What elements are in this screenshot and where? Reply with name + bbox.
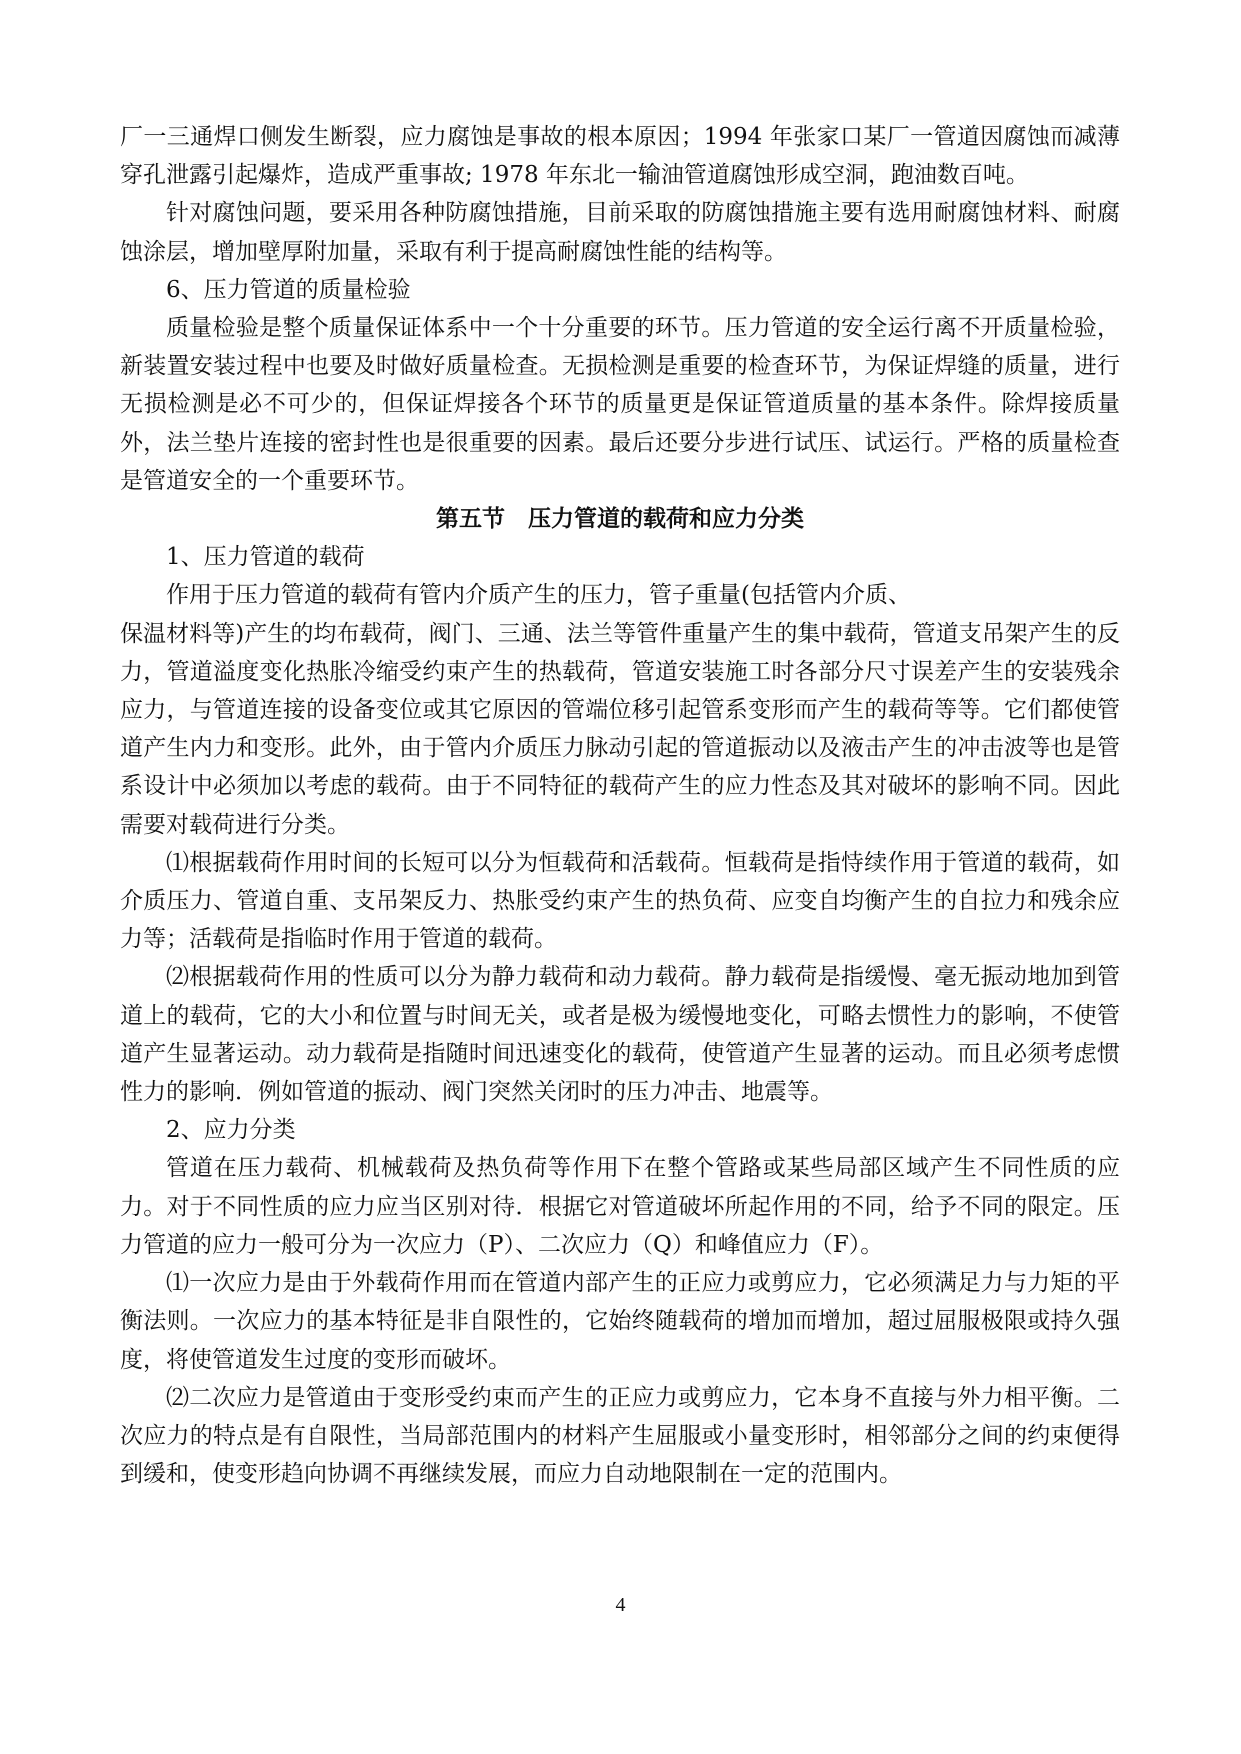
paragraph-anticorrosion-measures: 针对腐蚀问题，要采用各种防腐蚀措施，目前采取的防腐蚀措施主要有选用耐腐蚀材料、耐腐蚀涂层，增加壁厚附加量，采取有利于提高耐腐蚀性能的结构等。 [120, 200, 1120, 265]
page-number: 4 [615, 1594, 626, 1616]
paragraph-load-nature: ⑵根据载荷作用的性质可以分为静力载荷和动力载荷。静力载荷是指缓慢、毫无振动地加到管道上的载荷，它的大小和位置与时间无关，或者是极为缓慢地变化，可略去惯性力的影响，不使管道产生显著运动。动力载荷是指随时间迅速变化的载荷，使管道产生显著的运动。而且必须考虑惯性力的影响．例如管道的振动、阀门突然关闭时的压力冲击、地震等。 [120, 964, 1120, 1106]
paragraph-load-duration: ⑴根据载荷作用时间的长短可以分为恒载荷和活载荷。恒载荷是指恃续作用于管道的载荷，如介质压力、管道自重、支吊架反力、热胀受约束产生的热负荷、应变自均衡产生的自拉力和残余应力等；活载荷是指临时作用于管道的载荷。 [120, 849, 1120, 953]
paragraph-primary-stress: ⑴一次应力是由于外载荷作用而在管道内部产生的正应力或剪应力，它必须满足力与力矩的平衡法则。一次应力的基本特征是非自限性的，它始终随载荷的增加而增加，超过屈服极限或持久强度，将使管道发生过度的变形而破坏。 [120, 1270, 1120, 1373]
document-body [120, 118, 1120, 1493]
paragraph-corrosion-incidents: 厂一三通焊口侧发生断裂，应力腐蚀是事故的根本原因；1994 年张家口某厂一管道因腐蚀而减薄穿孔泄露引起爆炸，造成严重事故; 1978 年东北一输油管道腐蚀形成空洞，跑油数百吨。 [120, 124, 1120, 189]
subheading-loads: 1、压力管道的载荷 [166, 544, 365, 571]
subheading-stress-classification: 2、应力分类 [166, 1117, 296, 1144]
subheading-quality-inspection: 6、压力管道的质量检验 [166, 276, 411, 303]
paragraph-loads-detail: 保温材料等)产生的均布载荷，阀门、三通、法兰等管件重量产生的集中载荷，管道支吊架产生的反力，管道溢度变化热胀冷缩受约束产生的热载荷，管道安装施工时各部分尺寸误差产生的安装残余应力，与管道连接的设备变位或其它原因的管端位移引起管系变形而产生的载荷等等。它们都使管道产生内力和变形。此外，由于管内介质压力脉动引起的管道振动以及液击产生的冲击波等也是管系设计中必须加以考虑的载荷。由于不同特征的载荷产生的应力性态及其对破坏的影响不同。因此需要对载荷进行分类。 [120, 620, 1120, 838]
paragraph-loads-intro: 作用于压力管道的载荷有管内介质产生的压力，管子重量(包括管内介质、 [166, 582, 911, 609]
paragraph-quality-inspection: 质量检验是整个质量保证体系中一个十分重要的环节。压力管道的安全运行离不开质量检验，新装置安装过程中也要及时做好质量检查。无损检测是重要的检查环节，为保证焊缝的质量，进行无损检测是必不可少的，但保证焊接各个环节的质量更是保证管道质量的基本条件。除焊接质量外，法兰垫片连接的密封性也是很重要的因素。最后还要分步进行试压、试运行。严格的质量检查是管道安全的一个重要环节。 [120, 315, 1120, 494]
section-heading: 第五节 压力管道的载荷和应力分类 [436, 506, 804, 533]
paragraph-stress-intro: 管道在压力载荷、机械载荷及热负荷等作用下在整个管路或某些局部区域产生不同性质的应力。对于不同性质的应力应当区别对待．根据它对管道破坏所起作用的不同，给予不同的限定。压力管道的应力一般可分为一次应力（P）、二次应力（Q）和峰值应力（F）。 [120, 1155, 1120, 1258]
paragraph-secondary-stress: ⑵二次应力是管道由于变形受约束而产生的正应力或剪应力，它本身不直接与外力相平衡。二次应力的特点是有自限性，当局部范围内的材料产生屈服或小量变形时，相邻部分之间的约束便得到缓和，使变形趋向协调不再继续发展，而应力自动地限制在一定的范围内。 [120, 1384, 1120, 1488]
